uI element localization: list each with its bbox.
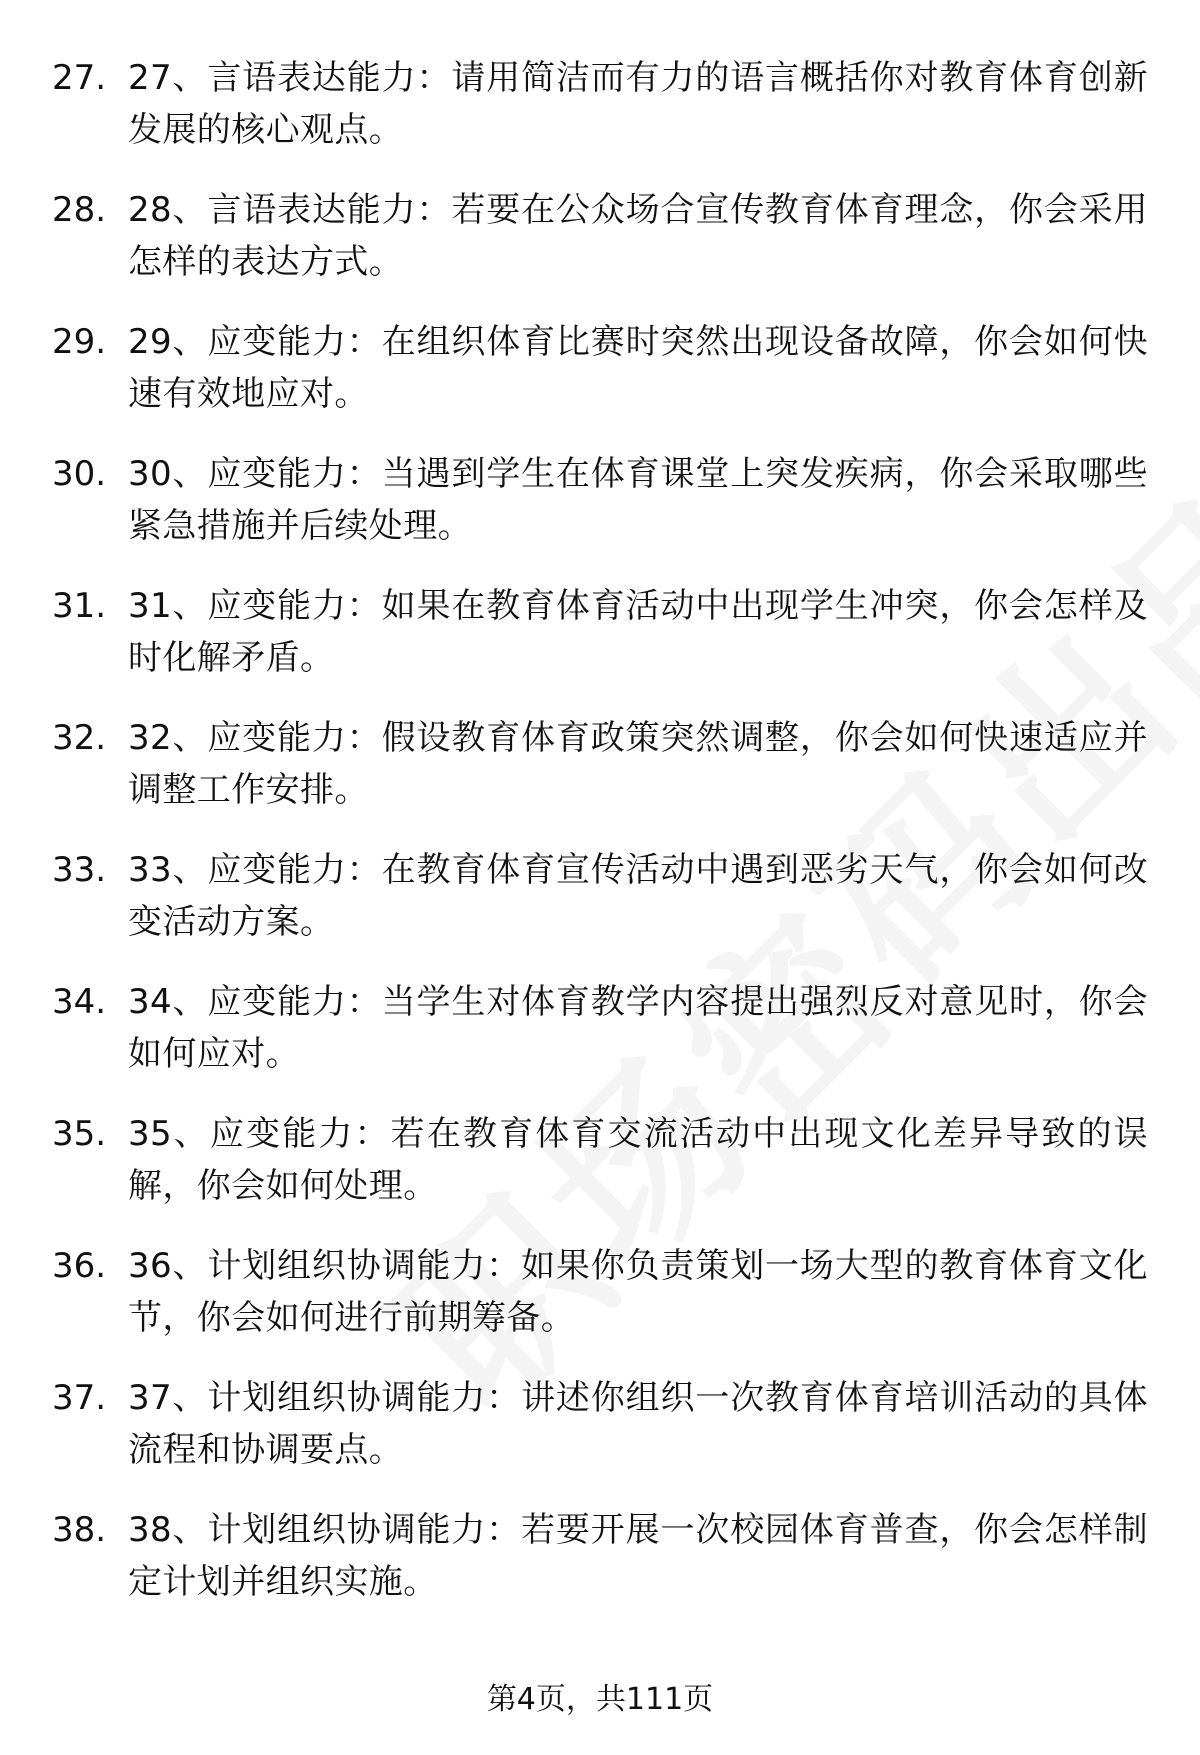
item-number: 38. — [52, 1510, 107, 1550]
list-item — [0, 1504, 1200, 1636]
item-number: 35. — [52, 1114, 107, 1154]
list-item — [0, 1108, 1200, 1240]
item-text: 36、计划组织协调能力：如果你负责策划一场大型的教育体育文化节，你会如何进行前期筹备。 — [128, 1246, 1148, 1338]
list-item — [0, 1372, 1200, 1504]
item-text: 29、应变能力：在组织体育比赛时突然出现设备故障，你会如何快速有效地应对。 — [128, 322, 1148, 414]
list-item — [0, 1240, 1200, 1372]
item-text: 31、应变能力：如果在教育体育活动中出现学生冲突，你会怎样及时化解矛盾。 — [128, 586, 1148, 678]
list-item — [0, 976, 1200, 1108]
list-item — [0, 184, 1200, 316]
item-number: 30. — [52, 454, 107, 494]
item-text: 38、计划组织协调能力：若要开展一次校园体育普查，你会怎样制定计划并组织实施。 — [128, 1510, 1148, 1602]
page-footer: 第4页，共111页 — [486, 1682, 714, 1717]
item-text: 37、计划组织协调能力：讲述你组织一次教育体育培训活动的具体流程和协调要点。 — [128, 1378, 1148, 1470]
item-number: 27. — [52, 58, 107, 98]
list-item — [0, 844, 1200, 976]
item-number: 36. — [52, 1246, 107, 1286]
item-number: 28. — [52, 190, 107, 230]
item-text: 28、言语表达能力：若要在公众场合宣传教育体育理念，你会采用怎样的表达方式。 — [128, 190, 1148, 282]
list-item — [0, 52, 1200, 184]
item-number: 33. — [52, 850, 107, 890]
item-text: 30、应变能力：当遇到学生在体育课堂上突发疾病，你会采取哪些紧急措施并后续处理。 — [128, 454, 1148, 546]
list-item — [0, 316, 1200, 448]
item-number: 31. — [52, 586, 107, 626]
item-text: 34、应变能力：当学生对体育教学内容提出强烈反对意见时，你会如何应对。 — [128, 982, 1148, 1074]
list-item — [0, 448, 1200, 580]
question-list — [0, 52, 1200, 1636]
item-number: 37. — [52, 1378, 107, 1418]
item-number: 29. — [52, 322, 107, 362]
item-number: 32. — [52, 718, 107, 758]
list-item — [0, 712, 1200, 844]
list-item — [0, 580, 1200, 712]
item-text: 32、应变能力：假设教育体育政策突然调整，你会如何快速适应并调整工作安排。 — [128, 718, 1148, 810]
item-text: 27、言语表达能力：请用简洁而有力的语言概括你对教育体育创新发展的核心观点。 — [128, 58, 1148, 150]
item-number: 34. — [52, 982, 107, 1022]
item-text: 33、应变能力：在教育体育宣传活动中遇到恶劣天气，你会如何改变活动方案。 — [128, 850, 1148, 942]
item-text: 35、应变能力：若在教育体育交流活动中出现文化差异导致的误解，你会如何处理。 — [128, 1114, 1148, 1206]
